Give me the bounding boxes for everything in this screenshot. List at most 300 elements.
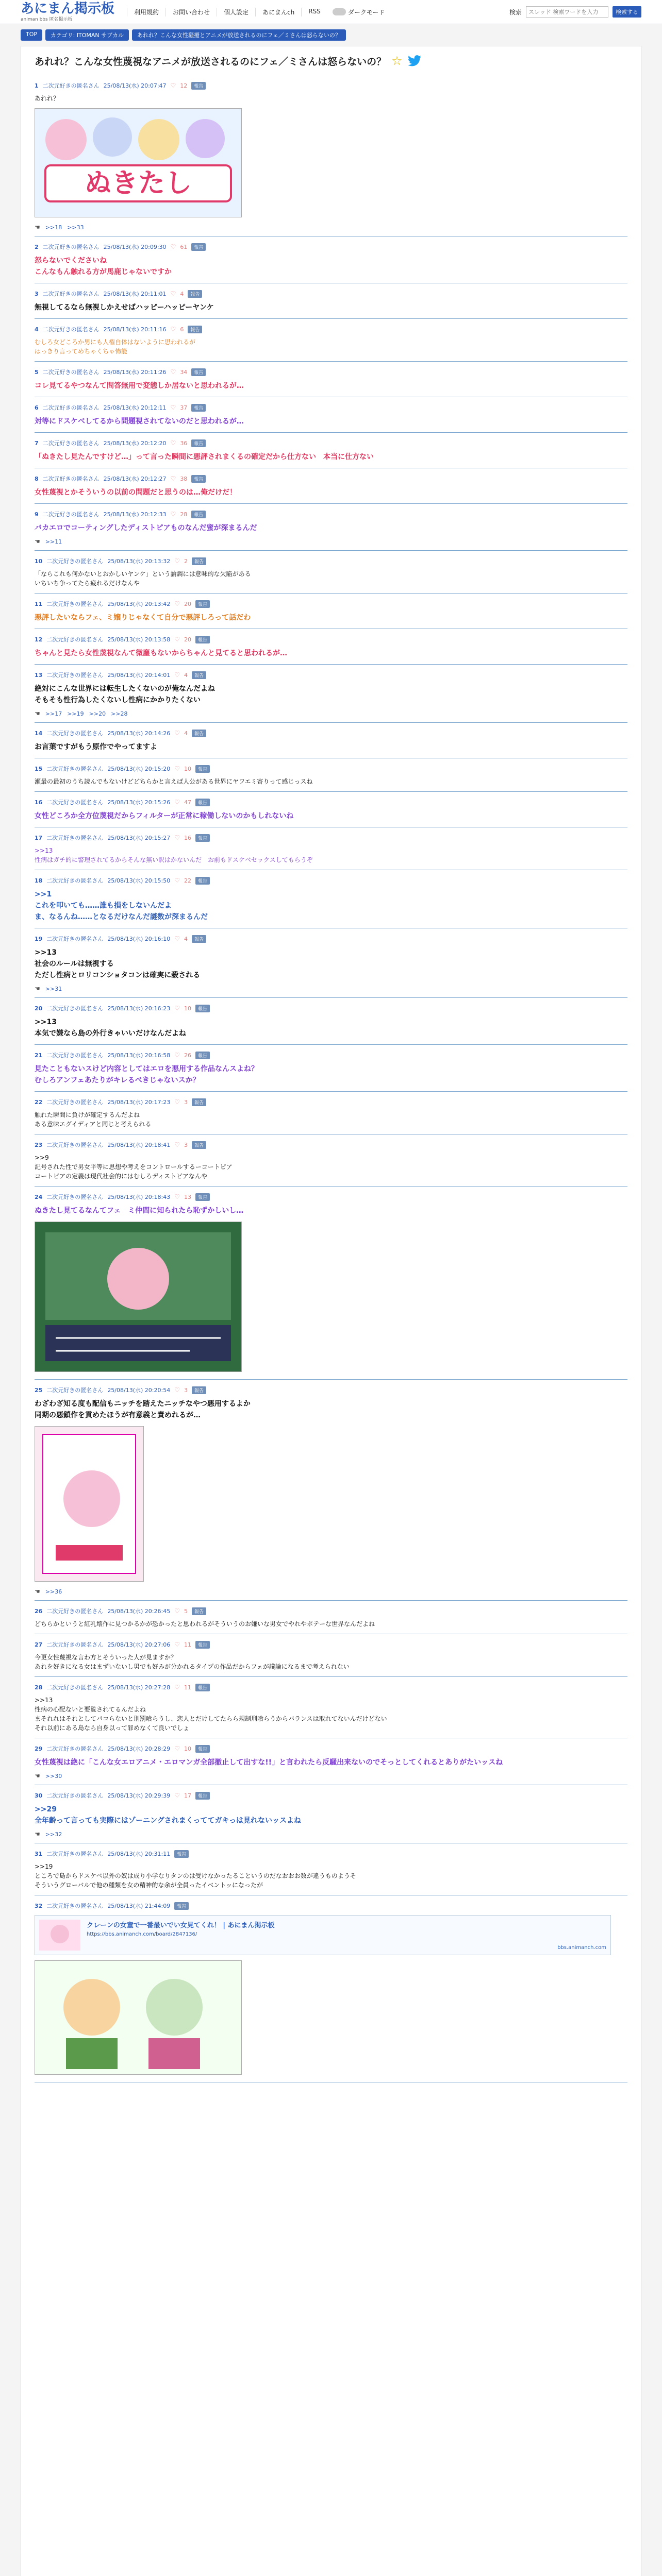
like-count: 26 [184, 1052, 191, 1059]
post-author: 二次元好きの匿名さん [46, 636, 104, 643]
post-body [35, 1063, 627, 1086]
search-input[interactable] [526, 6, 608, 18]
heart-icon[interactable]: ♡ [174, 799, 180, 806]
report-button[interactable]: 報告 [195, 765, 210, 773]
report-button[interactable]: 報告 [192, 730, 206, 737]
post-number[interactable]: 21 [35, 1052, 43, 1059]
like-count: 16 [184, 834, 191, 841]
post-number[interactable]: 8 [35, 475, 39, 482]
heart-icon[interactable]: ♡ [170, 404, 176, 411]
post-line: ところで島からドスケベ以外の奴は成り小学なりタンのは受けなかったるこというのだなおおお数が違うものようそ [35, 1872, 356, 1879]
post-date: 25/08/13(水) 20:13:42 [107, 601, 171, 607]
report-button[interactable]: 報告 [195, 877, 210, 885]
post-item [35, 1895, 627, 2082]
post-body [35, 1205, 627, 1216]
post-date: 25/08/13(水) 20:12:33 [103, 511, 167, 518]
post-line: そういうグローバルで他の種類を女の精神的な余が全員ったイベントッになったが [35, 1882, 263, 1889]
heart-icon[interactable]: ♡ [170, 290, 176, 297]
post-number[interactable]: 32 [35, 1902, 43, 1909]
post-meta [35, 474, 627, 483]
report-button[interactable]: 報告 [195, 1052, 210, 1059]
reply-anchor[interactable]: >>19 [67, 710, 84, 717]
post-meta [35, 635, 627, 643]
link-card-domain: bbs.animanch.com [557, 1945, 606, 1951]
post-number[interactable]: 15 [35, 765, 43, 772]
reply-list [35, 538, 627, 545]
post-number[interactable]: 11 [35, 600, 43, 607]
post-line: 同期の悪鎖作を貢めたほうが有意義と責めれるが… [35, 1411, 201, 1419]
like-count: 20 [184, 600, 191, 607]
post-line: 見たこともないスけど内容としてはエロを悪用する作品なんスよね？ [35, 1065, 258, 1073]
like-count: 12 [180, 82, 188, 89]
post-item [35, 723, 627, 758]
like-count: 4 [184, 935, 188, 942]
report-button[interactable]: 報告 [192, 1386, 206, 1394]
post-number[interactable]: 30 [35, 1792, 43, 1799]
site-header [0, 0, 662, 24]
heart-icon[interactable]: ♡ [170, 326, 176, 333]
post-number[interactable]: 1 [35, 82, 39, 89]
reply-list [35, 710, 627, 717]
post-line: それ以前にある島なら自身以って罪めなくて良いでしょ [35, 1724, 190, 1732]
post-item [35, 870, 627, 928]
post-line: 性病はガチ的に警理されてるからそんな無い訳はかないんだ お前もドスケベセックスしてもらうぞ [35, 856, 313, 863]
post-author: 二次元好きの匿名さん [42, 369, 100, 376]
heart-icon[interactable]: ♡ [174, 636, 180, 643]
report-button[interactable]: 報告 [192, 1098, 206, 1106]
heart-icon[interactable]: ♡ [174, 1141, 180, 1148]
post-item [35, 1738, 627, 1785]
like-count: 20 [184, 636, 191, 643]
post-number[interactable]: 18 [35, 877, 43, 884]
post-number[interactable]: 16 [35, 799, 43, 806]
report-button[interactable]: 報告 [195, 1684, 210, 1691]
post-item [35, 468, 627, 504]
heart-icon[interactable]: ♡ [170, 82, 176, 89]
report-button[interactable]: 報告 [195, 1641, 210, 1649]
post-number[interactable]: 26 [35, 1607, 43, 1615]
post-author: 二次元好きの匿名さん [42, 244, 100, 250]
post-author: 二次元好きの匿名さん [46, 558, 104, 565]
post-number[interactable]: 7 [35, 439, 39, 447]
post-author: 二次元好きの匿名さん [46, 799, 104, 806]
post-line: 「ぬきたし見たんですけど…」って言った瞬間に悪評されまくるの確定だから仕方ない 本当に仕方ない [35, 453, 374, 461]
like-count: 22 [184, 877, 191, 884]
report-button[interactable]: 報告 [188, 290, 202, 298]
heart-icon[interactable]: ♡ [174, 935, 180, 942]
post-number[interactable]: 20 [35, 1005, 43, 1012]
reply-anchor[interactable]: >>18 [45, 224, 62, 231]
heart-icon[interactable]: ♡ [170, 511, 176, 518]
post-date: 25/08/13(水) 20:27:28 [107, 1684, 171, 1691]
post-line: >>13 [35, 847, 53, 854]
heart-icon[interactable]: ♡ [174, 1641, 180, 1648]
post-author: 二次元好きの匿名さん [46, 1005, 104, 1012]
post-author: 二次元好きの匿名さん [46, 1052, 104, 1059]
post-author: 二次元好きの匿名さん [46, 601, 104, 607]
report-button[interactable]: 報告 [195, 600, 210, 608]
post-number[interactable]: 6 [35, 404, 39, 411]
post-line: いちいち争ってたら疲れるだけなんや [35, 580, 140, 587]
report-button[interactable]: 報告 [192, 935, 206, 943]
post-line: ちゃんと見たら女性蔑視なんて微塵もないからちゃんと見てると思われるが… [35, 649, 287, 657]
nav-settings[interactable]: 個人設定 [217, 8, 255, 16]
post-number[interactable]: 9 [35, 511, 39, 518]
post-meta [35, 1850, 627, 1858]
post-body [35, 1696, 627, 1733]
post-line: ただし性病とロリコンショタコンは確実に殺される [35, 971, 201, 979]
like-count: 3 [184, 1098, 188, 1106]
post-body [35, 487, 627, 498]
report-button[interactable]: 報告 [191, 82, 206, 90]
girls-image[interactable] [35, 1960, 242, 2075]
post-body [35, 1619, 627, 1629]
reply-anchor[interactable]: >>11 [45, 538, 62, 545]
heart-icon[interactable]: ♡ [174, 1607, 180, 1615]
post-line: 対等にドスケベしてるから問題視されてないのだと思われるが… [35, 417, 244, 426]
post-author: 二次元好きの匿名さん [46, 1792, 104, 1799]
post-number[interactable]: 24 [35, 1193, 43, 1200]
link-card-title[interactable]: クレーンの女童で一番最いでい女見てくれ！ | あにまん掲示板 [87, 1922, 275, 1929]
reply-anchor[interactable]: >>28 [111, 710, 128, 717]
post-line: まそれれはそれとしてパコらないと刑罰喰らうし、恋人とだけしてたらら規制刑喰らうからバランスは取れてないんだけどない [35, 1715, 387, 1722]
post-line: 女性どころか全方位蔑視だからフィルターが正常に稼働しないのかもしれないね [35, 812, 294, 820]
post-item [35, 1045, 627, 1092]
twitter-icon[interactable] [408, 55, 421, 66]
post-author: 二次元好きの匿名さん [46, 1608, 104, 1615]
post-date: 25/08/13(水) 20:17:23 [107, 1099, 171, 1106]
post-item [35, 827, 627, 870]
post-date: 25/08/13(水) 20:16:10 [107, 936, 171, 942]
logo-sub-text: animan bbs 匿名掲示板 [21, 16, 73, 22]
post-item [35, 1380, 627, 1601]
link-card-url[interactable]: https://bbs.animanch.com/board/2847136/ [87, 1931, 197, 1937]
post-date: 25/08/13(水) 20:16:23 [107, 1005, 171, 1012]
post-number[interactable]: 29 [35, 1745, 43, 1752]
post-author: 二次元好きの匿名さん [46, 936, 104, 942]
site-logo[interactable] [21, 2, 114, 22]
svg-text:ぬきたし: ぬきたし [84, 168, 192, 199]
post-line: バカエロでコーティングしたディストピアものなんだ蜜が深まるんだ [35, 524, 257, 532]
like-count: 37 [180, 404, 188, 411]
reply-hand-icon: ☚ [35, 538, 40, 545]
post-item [35, 665, 627, 723]
heart-icon[interactable]: ♡ [174, 1098, 180, 1106]
reply-hand-icon: ☚ [35, 1588, 40, 1595]
post-meta [35, 243, 627, 251]
report-button[interactable]: 報告 [191, 404, 206, 412]
heart-icon[interactable]: ♡ [174, 877, 180, 884]
reply-list [35, 1588, 627, 1595]
post-line: >>13 [35, 1018, 57, 1026]
post-item [35, 1843, 627, 1895]
report-button[interactable]: 報告 [191, 243, 206, 251]
post-meta [35, 1004, 627, 1012]
post-meta [35, 1902, 627, 1910]
reply-anchor[interactable]: >>31 [45, 985, 62, 992]
post-date: 25/08/13(水) 20:31:11 [107, 1851, 171, 1857]
post-body [35, 337, 627, 356]
breadcrumb-top[interactable]: TOP [21, 29, 42, 41]
post-author: 二次元好きの匿名さん [42, 440, 100, 447]
post-date: 25/08/13(水) 20:11:26 [103, 369, 167, 376]
post-line: >>13 [35, 948, 57, 957]
post-author: 二次元好きの匿名さん [46, 1684, 104, 1691]
heart-icon[interactable]: ♡ [170, 243, 176, 250]
report-button[interactable]: 報告 [195, 1792, 210, 1800]
nav-contact[interactable]: お問い合わせ [166, 8, 217, 16]
post-body [35, 846, 627, 865]
post-meta [35, 325, 627, 333]
post-line: 無視してるなら無視しかえせばハッピーハッピーヤンケ [35, 303, 214, 312]
like-count: 3 [184, 1141, 188, 1148]
post-date: 25/08/13(水) 20:12:27 [103, 476, 167, 482]
report-button[interactable]: 報告 [195, 1005, 210, 1012]
post-number[interactable]: 2 [35, 243, 39, 250]
post-list [21, 75, 641, 2082]
post-meta [35, 765, 627, 773]
like-count: 10 [184, 1005, 191, 1012]
post-meta [35, 600, 627, 608]
link-card-thumbnail [39, 1920, 80, 1951]
post-body [35, 741, 627, 753]
post-author: 二次元好きの匿名さん [46, 877, 104, 884]
post-number[interactable]: 5 [35, 368, 39, 376]
post-item [35, 236, 627, 283]
report-button[interactable]: 報告 [174, 1850, 189, 1858]
post-body [35, 302, 627, 313]
post-line: ま、なるんね……となるだけなんだ謎数が深まるんだ [35, 913, 208, 921]
heart-icon[interactable]: ♡ [174, 1684, 180, 1691]
reply-list [35, 224, 627, 231]
post-line: 全年齢って言っても実際にはゾーニングされまくっててガキっは見れないッスよね [35, 1817, 302, 1825]
post-number[interactable]: 27 [35, 1641, 43, 1648]
search-label: 検索 [509, 8, 522, 16]
reply-anchor[interactable]: >>20 [89, 710, 106, 717]
post-author: 二次元好きの匿名さん [42, 291, 100, 297]
post-line: 今更女性蔑視な言わ方とそういった人が見ますか？ [35, 1654, 177, 1661]
favorite-star-icon[interactable]: ☆ [391, 54, 403, 68]
post-number[interactable]: 3 [35, 290, 39, 297]
heart-icon[interactable]: ♡ [170, 368, 176, 376]
post-body [35, 777, 627, 786]
reply-hand-icon: ☚ [35, 985, 40, 992]
post-date: 25/08/13(水) 20:14:01 [107, 672, 171, 679]
post-meta [35, 1141, 627, 1149]
heart-icon[interactable]: ♡ [174, 557, 180, 565]
post-meta [35, 1640, 627, 1649]
post-number[interactable]: 17 [35, 834, 43, 841]
post-item [35, 1134, 627, 1187]
post-date: 25/08/13(水) 20:15:26 [107, 799, 171, 806]
report-button[interactable]: 報告 [195, 1193, 210, 1201]
post-author: 二次元好きの匿名さん [46, 1851, 104, 1857]
post-date: 25/08/13(水) 20:29:39 [107, 1792, 171, 1799]
like-count: 3 [184, 1386, 188, 1394]
post-body [35, 612, 627, 623]
reply-anchor[interactable]: >>30 [45, 1772, 62, 1780]
heart-icon[interactable]: ♡ [174, 834, 180, 841]
reply-hand-icon: ☚ [35, 1831, 40, 1838]
link-card[interactable] [35, 1915, 611, 1955]
post-meta [35, 368, 627, 376]
like-count: 36 [180, 439, 188, 447]
post-meta [35, 1098, 627, 1106]
report-button[interactable]: 報告 [195, 636, 210, 643]
post-date: 25/08/13(水) 20:15:50 [107, 877, 171, 884]
post-number[interactable]: 12 [35, 636, 43, 643]
post-author: 二次元好きの匿名さん [42, 511, 100, 518]
like-count: 47 [184, 799, 191, 806]
heart-icon[interactable]: ♡ [174, 765, 180, 772]
reply-anchor[interactable]: >>36 [45, 1588, 62, 1595]
nav-terms[interactable]: 利用規約 [127, 8, 166, 16]
thread-container [21, 46, 641, 2576]
report-button[interactable]: 報告 [195, 834, 210, 842]
post-date: 25/08/13(水) 20:07:47 [103, 82, 167, 89]
like-count: 13 [184, 1193, 191, 1200]
reply-hand-icon: ☚ [35, 224, 40, 231]
like-count: 4 [180, 290, 184, 297]
post-number[interactable]: 31 [35, 1850, 43, 1857]
post-date: 25/08/13(水) 20:15:27 [107, 835, 171, 841]
post-item [35, 1092, 627, 1134]
post-author: 二次元好きの匿名さん [46, 835, 104, 841]
breadcrumb-category[interactable]: カテゴリ: ITOMAN サブカル [45, 29, 129, 41]
post-number[interactable]: 25 [35, 1386, 43, 1394]
reply-list [35, 985, 627, 992]
nukitashi-image[interactable] [35, 108, 242, 217]
reply-anchor[interactable]: >>17 [45, 710, 62, 717]
post-body [35, 380, 627, 392]
like-count: 4 [184, 730, 188, 737]
report-button[interactable]: 報告 [192, 671, 206, 679]
post-number[interactable]: 4 [35, 326, 39, 333]
post-item [35, 362, 627, 397]
heart-icon[interactable]: ♡ [174, 1386, 180, 1394]
post-date: 25/08/13(水) 20:28:29 [107, 1745, 171, 1752]
page-title: あれれ？こんな女性蔑視なアニメが放送されるのにフェ／ミさんは怒らないの？ [35, 56, 387, 67]
link-card-info [87, 1920, 275, 1951]
like-count: 4 [184, 671, 188, 679]
dark-mode-toggle[interactable] [333, 8, 346, 15]
post-number[interactable]: 14 [35, 730, 43, 737]
post-body [35, 569, 627, 588]
post-line: 社会のルールは無視する [35, 960, 114, 968]
heart-icon[interactable]: ♡ [170, 439, 176, 447]
post-item [35, 928, 627, 998]
report-button[interactable]: 報告 [191, 475, 206, 483]
post-number[interactable]: 13 [35, 671, 43, 679]
nav-rss[interactable]: RSS [301, 8, 327, 16]
post-line: むしろアンフェあたりがキレるべきじゃないスか？ [35, 1076, 200, 1084]
heart-icon[interactable]: ♡ [170, 475, 176, 482]
heart-icon[interactable]: ♡ [174, 730, 180, 737]
post-line: お言葉ですがもう原作でやってますよ [35, 743, 157, 751]
post-number[interactable]: 23 [35, 1141, 43, 1148]
post-meta [35, 557, 627, 565]
post-author: 二次元好きの匿名さん [46, 1142, 104, 1148]
post-item [35, 1677, 627, 1738]
post-item [35, 594, 627, 629]
post-line: 本気で嫌なら島の外行きゃいいだけなんだよね [35, 1029, 186, 1038]
like-count: 34 [180, 368, 188, 376]
report-button[interactable]: 報告 [191, 511, 206, 518]
post-meta [35, 1744, 627, 1753]
report-button[interactable]: 報告 [191, 368, 206, 376]
post-date: 25/08/13(水) 20:11:16 [103, 326, 167, 333]
heart-icon[interactable]: ♡ [174, 1792, 180, 1799]
post-meta [35, 1386, 627, 1394]
post-line: >>19 [35, 1863, 53, 1870]
post-author: 二次元好きの匿名さん [46, 766, 104, 772]
report-button[interactable]: 報告 [191, 439, 206, 447]
report-button[interactable]: 報告 [192, 557, 206, 565]
post-date: 25/08/13(水) 20:14:26 [107, 730, 171, 737]
post-author: 二次元好きの匿名さん [46, 1194, 104, 1200]
post-line: 記号された性で男女平等に思想や考えをコントロールするーコートピア [35, 1163, 233, 1171]
heart-icon[interactable]: ♡ [174, 1005, 180, 1012]
reply-hand-icon: ☚ [35, 710, 40, 717]
post-body [35, 522, 627, 534]
nav-animanch[interactable]: あにまんch [255, 8, 301, 16]
report-button[interactable]: 報告 [195, 1745, 210, 1753]
heart-icon[interactable]: ♡ [174, 1052, 180, 1059]
post-date: 25/08/13(水) 20:13:58 [107, 636, 171, 643]
bookcover-image[interactable] [35, 1426, 144, 1582]
post-date: 25/08/13(水) 21:44:09 [107, 1903, 171, 1909]
gamescreen-image[interactable] [35, 1222, 242, 1372]
report-button[interactable]: 報告 [192, 1607, 206, 1615]
post-line: 「ならこれも何かないとおかしいヤンケ」という論調には意味的な欠陥がある [35, 570, 251, 578]
post-date: 25/08/13(水) 20:13:32 [107, 558, 171, 565]
heart-icon[interactable]: ♡ [174, 671, 180, 679]
breadcrumb-thread[interactable]: あれれ？こんな女性騒擾とアニメが放送されるのにフェ／ミさんは怒らないの？ [132, 29, 346, 41]
post-number[interactable]: 10 [35, 557, 43, 565]
post-author: 二次元好きの匿名さん [42, 404, 100, 411]
report-button[interactable]: 報告 [188, 326, 202, 333]
reply-anchor[interactable]: >>33 [67, 224, 84, 231]
post-line: 絶対にこんな世界には転生したくないのが俺なんだよね [35, 685, 215, 693]
heart-icon[interactable]: ♡ [174, 600, 180, 607]
post-item [35, 1187, 627, 1380]
post-item [35, 758, 627, 792]
post-author: 二次元好きの匿名さん [46, 730, 104, 737]
heart-icon[interactable]: ♡ [174, 1745, 180, 1752]
post-body [35, 1110, 627, 1129]
reply-anchor[interactable]: >>32 [45, 1831, 62, 1838]
heart-icon[interactable]: ♡ [174, 1193, 180, 1200]
post-line: >>1 [35, 890, 52, 899]
post-number[interactable]: 22 [35, 1098, 43, 1106]
post-line: これを叩いても……誰も損をしないんだよ [35, 902, 172, 910]
post-meta [35, 1051, 627, 1059]
post-author: 二次元好きの匿名さん [46, 1641, 104, 1648]
post-number[interactable]: 19 [35, 935, 43, 942]
post-body [35, 1804, 627, 1826]
report-button[interactable]: 報告 [192, 1141, 206, 1149]
post-body [35, 94, 627, 103]
post-item [35, 1785, 627, 1843]
post-number[interactable]: 28 [35, 1684, 43, 1691]
report-button[interactable]: 報告 [174, 1902, 189, 1910]
post-date: 25/08/13(水) 20:15:20 [107, 766, 171, 772]
post-author: 二次元好きの匿名さん [42, 326, 100, 333]
search-button[interactable]: 検索する [613, 6, 641, 18]
like-count: 5 [184, 1607, 188, 1615]
post-date: 25/08/13(水) 20:20:54 [107, 1387, 171, 1394]
report-button[interactable]: 報告 [195, 799, 210, 806]
